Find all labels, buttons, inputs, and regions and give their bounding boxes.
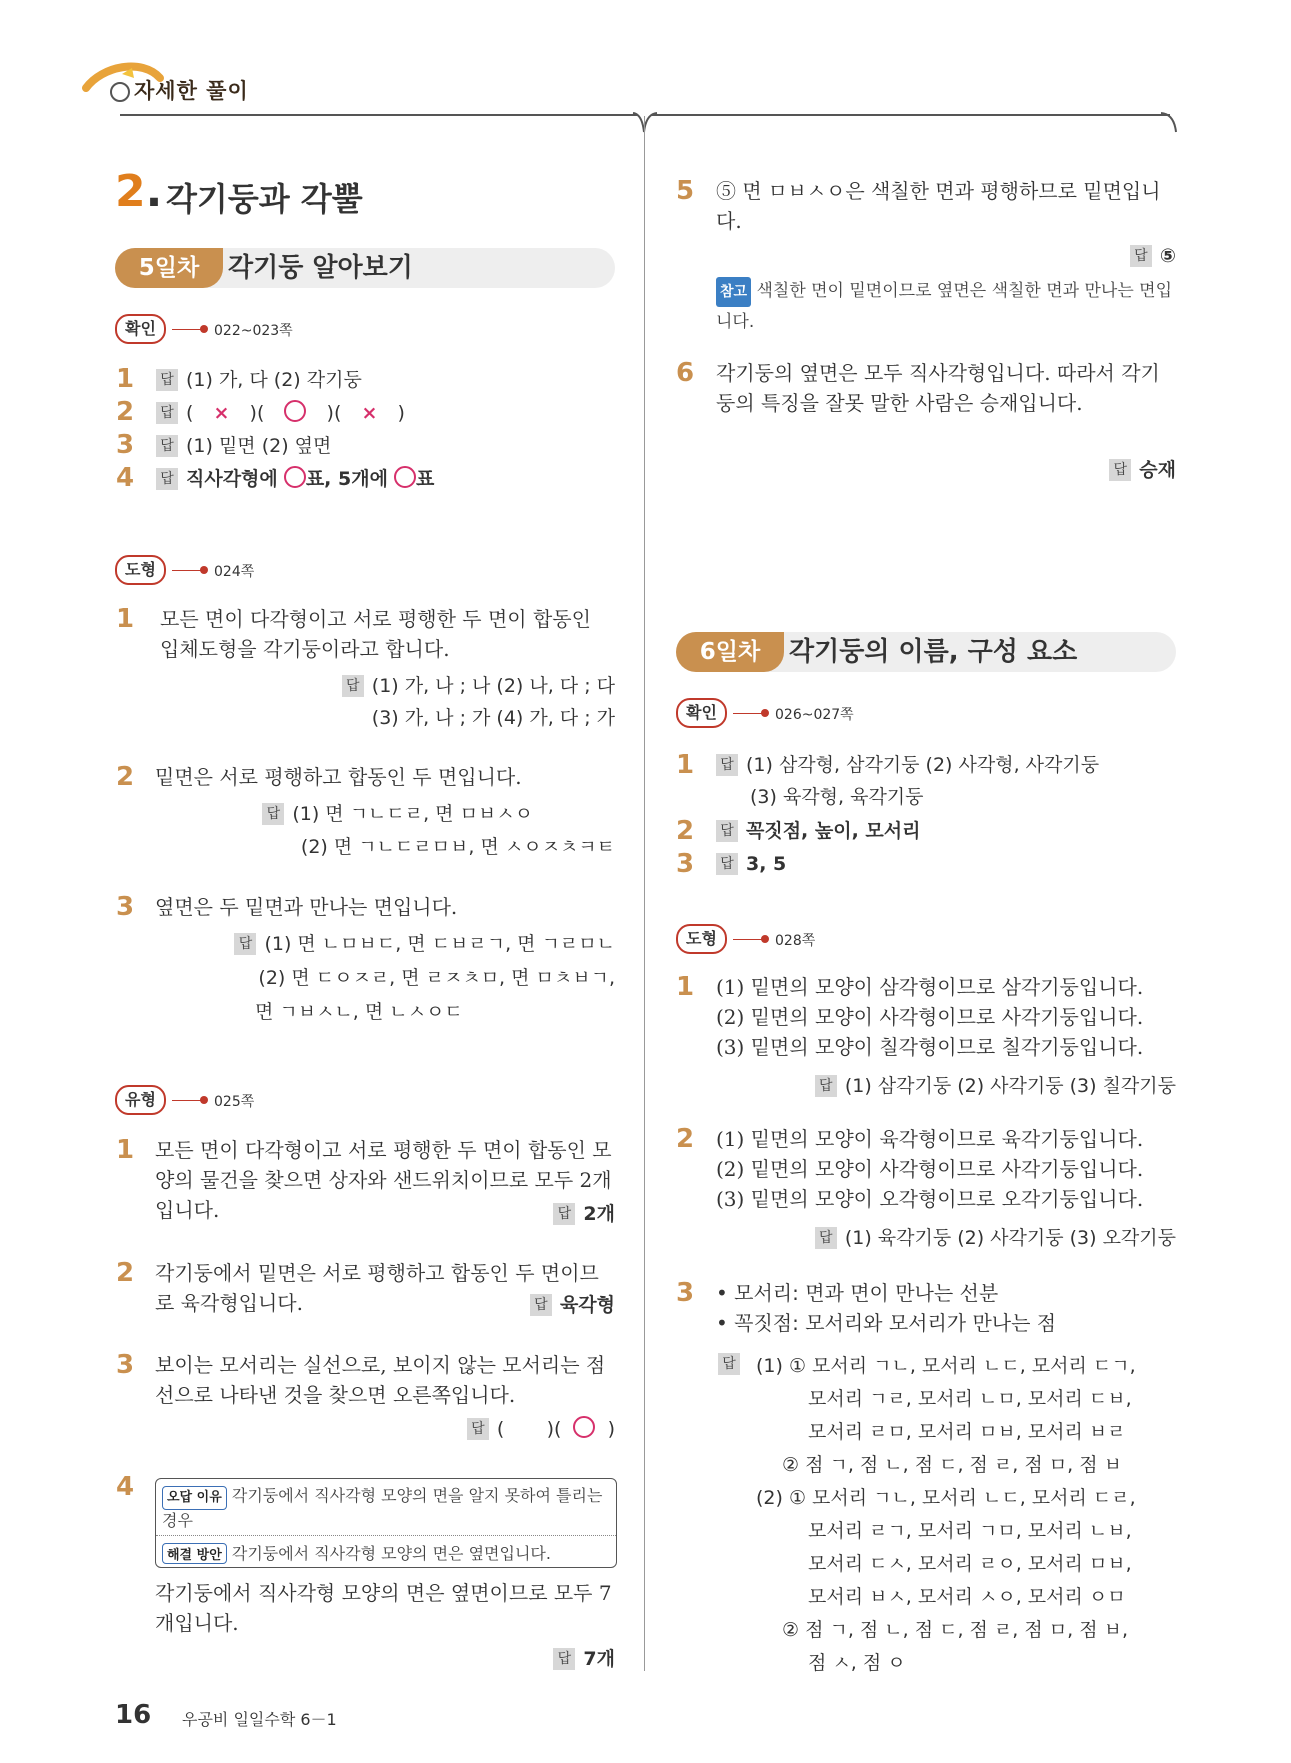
- answer-badge: 답: [156, 402, 178, 424]
- error-reason-label: 오답 이유: [162, 1486, 227, 1510]
- header-divider-right: [650, 114, 1170, 116]
- note-divider: [156, 1535, 616, 1536]
- answer-badge: 답: [156, 369, 178, 391]
- question-number: 4: [116, 1472, 135, 1502]
- answer-badge: 답: [718, 1353, 740, 1375]
- question-number: 6: [676, 358, 695, 388]
- error-reason: 오답 이유 각기둥에서 직사각형 모양의 면을 알지 못하여 틀리는 경우: [162, 1486, 603, 1530]
- question-number: 1: [676, 972, 695, 1002]
- answer-badge: 답: [1109, 459, 1131, 481]
- day5-badge: 5일차: [115, 248, 223, 288]
- answer-badge: 답: [530, 1294, 552, 1316]
- question-number: 1: [116, 364, 135, 394]
- answer-badge-wrap: [718, 1350, 748, 1378]
- day6-title: 각기둥의 이름, 구성 요소: [789, 637, 1078, 667]
- explanation-text: ⑤ 면 ㅁㅂㅅㅇ은 색칠한 면과 평행하므로 밑면입니다.: [716, 179, 1161, 233]
- explanation-text: 모든 면이 다각형이고 서로 평행한 두 면이 합동인 입체도형을 각기둥이라고 합니다.: [160, 607, 591, 661]
- tag-dot: [200, 566, 208, 574]
- tag-confirm: 확인: [115, 314, 166, 344]
- answer-line: (2) 면 ㄱㄴㄷㄹㅁㅂ, 면 ㅅㅇㅈㅊㅋㅌ: [300, 836, 615, 858]
- tag-shape: 도형: [676, 924, 727, 954]
- question-number: 2: [116, 1258, 135, 1288]
- answer-line: 면 ㄱㅂㅅㄴ, 면 ㄴㅅㅇㄷ: [255, 1001, 463, 1023]
- day6-badge: 6일차: [676, 632, 784, 672]
- answer-badge: 답: [553, 1648, 575, 1670]
- error-solution: 해결 방안 각기둥에서 직사각형 모양의 면은 옆면입니다.: [162, 1541, 607, 1564]
- answer-line: 답 3, 5: [716, 850, 1176, 878]
- answer-badge: 답: [234, 933, 256, 955]
- answer-badge: 답: [716, 754, 738, 776]
- tag-dot: [200, 1096, 208, 1104]
- page-number: 16: [115, 1700, 152, 1730]
- explanation-text: • 모서리: 면과 면이 만나는 선분 • 꼭짓점: 모서리와 모서리가 만나는 점: [716, 1281, 1057, 1335]
- answer-line: 답 (1) 가, 나 ; 나 (2) 나, 다 ; 다: [330, 672, 615, 700]
- tag-dot: [761, 709, 769, 717]
- cross-mark-icon: ×: [213, 402, 230, 424]
- explanation-text: (1) 밑면의 모양이 삼각형이므로 삼각기둥입니다. (2) 밑면의 모양이 사각형이므로 사각기둥입니다. (3) 밑면의 모양이 칠각형이므로 칠각기둥입니다.: [716, 975, 1144, 1059]
- question-number: 3: [676, 849, 695, 879]
- answer-line: 답 승재: [1050, 456, 1176, 484]
- chapter-number: 2.: [115, 166, 163, 217]
- tag-dot: [761, 935, 769, 943]
- answer-line: 답 육각형: [480, 1291, 615, 1319]
- explanation-text: 보이는 모서리는 실선으로, 보이지 않는 모서리는 점선으로 나타낸 것을 찾으면 오른쪽입니다.: [155, 1353, 606, 1407]
- answer-line: 답 (1) 가, 다 (2) 각기둥: [156, 366, 362, 394]
- answer-line: 답 (1) 면 ㄴㅁㅂㄷ, 면 ㄷㅂㄹㄱ, 면 ㄱㄹㅁㄴ: [190, 930, 615, 958]
- question-number: 2: [116, 397, 135, 427]
- question-number: 2: [676, 816, 695, 846]
- column-divider: [644, 116, 645, 1671]
- answer-line: 답 ⑤: [1050, 242, 1176, 270]
- answer-badge: 답: [1130, 245, 1152, 267]
- answer-line: (2) 면 ㄷㅇㅈㄹ, 면 ㄹㅈㅊㅁ, 면 ㅁㅊㅂㄱ,: [258, 967, 615, 989]
- explanation-text: 각기둥의 옆면은 모두 직사각형입니다. 따라서 각기둥의 특징을 잘못 말한 사람은 승재입니다.: [716, 361, 1160, 415]
- question-number: 1: [116, 604, 135, 634]
- answer-line: 답 (1) 면 ㄱㄴㄷㄹ, 면 ㅁㅂㅅㅇ: [240, 800, 615, 828]
- answer-line: 답 직사각형에 표, 5개에 표: [156, 465, 434, 493]
- book-title: 우공비 일일수학 6－1: [182, 1710, 337, 1729]
- tag-pages: 024쪽: [214, 564, 255, 580]
- circle-mark-icon: [284, 466, 306, 488]
- tag-confirm: 확인: [676, 698, 727, 728]
- answer-line: 답 ( × )( )( × ): [156, 399, 405, 427]
- answer-line: (3) 육각형, 육각기둥: [750, 786, 924, 808]
- answer-badge: 답: [716, 820, 738, 842]
- error-solution-label: 해결 방안: [162, 1543, 227, 1564]
- tag-type: 유형: [115, 1085, 166, 1115]
- header-title: 자세한 풀이: [134, 79, 249, 103]
- tag-pages: 028쪽: [775, 933, 816, 949]
- question-number: 3: [116, 892, 135, 922]
- question-number: 2: [116, 762, 135, 792]
- explanation-text: 모든 면이 다각형이고 서로 평행한 두 면이 합동인 모양의 물건을 찾으면 상자와 샌드위치이므로 모두 2개입니다.: [155, 1138, 612, 1222]
- header-divider-notch: [632, 112, 658, 134]
- explanation-text: 밑면은 서로 평행하고 합동인 두 면입니다.: [155, 765, 522, 789]
- question-number: 3: [116, 1350, 135, 1380]
- answer-line: 답 2개: [500, 1200, 615, 1228]
- explanation-text: (1) 밑면의 모양이 육각형이므로 육각기둥입니다. (2) 밑면의 모양이 사각형이므로 사각기둥입니다. (3) 밑면의 모양이 오각형이므로 오각기둥입니다.: [716, 1127, 1144, 1211]
- explanation-text: 각기둥에서 밑면은 서로 평행하고 합동인 두 면이므로 육각형입니다.: [155, 1261, 599, 1315]
- answer-badge: 답: [716, 853, 738, 875]
- answer-badge: 답: [342, 675, 364, 697]
- question-number: 5: [676, 176, 695, 206]
- error-note-box: [155, 1478, 617, 1568]
- answer-badge: 답: [815, 1227, 837, 1249]
- answer-badge: 답: [467, 1418, 489, 1440]
- answer-badge: 답: [156, 435, 178, 457]
- explanation-text: 각기둥에서 직사각형 모양의 면은 옆면이므로 모두 7개입니다.: [155, 1581, 612, 1635]
- reference-label: 참고: [716, 277, 751, 307]
- question-number: 3: [116, 430, 135, 460]
- answer-line: 답 (1) 밑면 (2) 옆면: [156, 432, 331, 460]
- question-number: 1: [676, 750, 695, 780]
- reference-note: 참고 색칠한 면이 밑면이므로 옆면은 색칠한 면과 만나는 면입니다.: [716, 276, 1176, 337]
- explanation-text: 옆면은 두 밑면과 만나는 면입니다.: [155, 895, 458, 919]
- circle-mark-icon: [284, 400, 306, 422]
- answer-line: 답 (1) 육각기둥 (2) 사각기둥 (3) 오각기둥: [716, 1224, 1176, 1252]
- tag-shape: 도형: [115, 555, 166, 585]
- answer-badge: 답: [156, 468, 178, 490]
- header-divider-end: [1160, 112, 1180, 134]
- tag-dot: [200, 325, 208, 333]
- header-divider-left: [120, 114, 640, 116]
- answer-badge: 답: [262, 803, 284, 825]
- answer-line: 답 (1) 삼각형, 삼각기둥 (2) 사각형, 사각기둥: [716, 751, 1176, 779]
- answer-block: (1) ① 모서리 ㄱㄴ, 모서리 ㄴㄷ, 모서리 ㄷㄱ, 모서리 ㄱㄹ, 모서리 ㄴㅁ, 모서리 ㄷㅂ, 모서리 ㄹㅁ, 모서리 ㅁㅂ, 모서리 ㅂㄹ ② 점 ㄱ, 점 ㄴ, 점 ㄷ, 점 ㄹ, 점 ㅁ, 점 ㅂ (2) ① 모서리 ㄱㄴ, 모서리 ㄴㄷ, 모서리 ㄷㄹ, 모서리 ㄹㄱ, 모서리 ㄱㅁ, 모서리 ㄴㅂ, 모서리 ㄷㅅ, 모서리 ㄹㅇ, 모서리 ㅁㅂ, 모서리 ㅂㅅ, 모서리 ㅅㅇ, 모서리 ㅇㅁ ② 점 ㄱ, 점 ㄴ, 점 ㄷ, 점 ㄹ, 점 ㅁ, 점 ㅂ, 점 ㅅ, 점 ㅇ: [756, 1355, 1136, 1674]
- answer-line: 답 꼭짓점, 높이, 모서리: [716, 817, 1176, 845]
- answer-badge: 답: [815, 1075, 837, 1097]
- answer-line: 답 7개: [500, 1645, 615, 1673]
- chapter-title: 각기둥과 각뿔: [166, 180, 363, 218]
- answer-line: 답 (1) 삼각기둥 (2) 사각기둥 (3) 칠각기둥: [716, 1072, 1176, 1100]
- tag-pages: 022~023쪽: [214, 323, 293, 339]
- question-number: 4: [116, 463, 135, 493]
- question-number: 2: [676, 1124, 695, 1154]
- answer-line: 답 ( )( ): [400, 1415, 615, 1443]
- circle-mark-icon: [573, 1416, 595, 1438]
- tag-pages: 025쪽: [214, 1094, 255, 1110]
- answer-line: (3) 가, 나 ; 가 (4) 가, 다 ; 가: [371, 707, 615, 729]
- question-number: 1: [116, 1135, 135, 1165]
- answer-badge: 답: [553, 1203, 575, 1225]
- circle-mark-icon: [394, 466, 416, 488]
- cross-mark-icon: ×: [361, 402, 378, 424]
- tag-pages: 026~027쪽: [775, 707, 854, 723]
- question-number: 3: [676, 1278, 695, 1308]
- day5-title: 각기둥 알아보기: [228, 253, 413, 283]
